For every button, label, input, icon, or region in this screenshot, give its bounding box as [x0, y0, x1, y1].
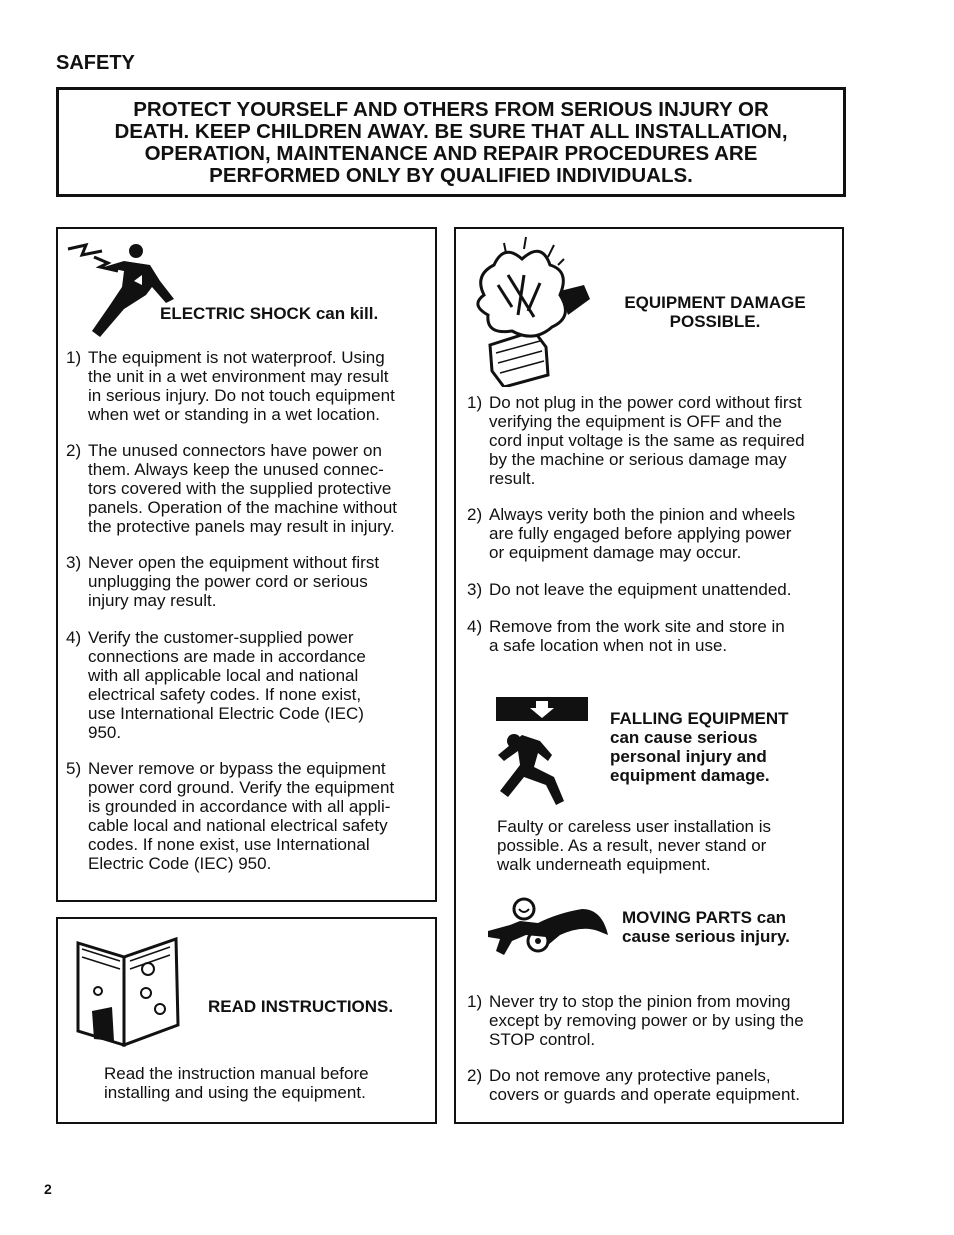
- title-line: EQUIPMENT DAMAGE: [624, 293, 806, 312]
- falling-equipment-title: [610, 709, 789, 785]
- list-item: [66, 441, 436, 536]
- item-line: Verify the customer-supplied power: [88, 628, 354, 647]
- title-line: FALLING EQUIPMENT: [610, 709, 789, 728]
- list-item: [66, 759, 436, 873]
- title-line: can cause serious: [610, 728, 758, 747]
- list-item: [467, 580, 843, 599]
- item-number: 1): [467, 992, 483, 1011]
- list-item: [467, 393, 843, 488]
- electric-shock-title: ELECTRIC SHOCK can kill.: [160, 304, 379, 323]
- item-number: 2): [467, 505, 483, 524]
- item-line: covers or guards and operate equipment.: [489, 1085, 800, 1104]
- title-line: POSSIBLE.: [669, 312, 761, 331]
- item-line: injury may result.: [88, 591, 217, 610]
- item-line: Remove from the work site and store in: [489, 617, 785, 636]
- item-line: power cord ground. Verify the equipment: [88, 778, 395, 797]
- text-line: Read the instruction manual before: [104, 1064, 369, 1083]
- item-line: 950.: [88, 723, 122, 742]
- banner-line: OPERATION, MAINTENANCE AND REPAIR PROCEDURES ARE: [144, 142, 758, 165]
- item-line: is grounded in accordance with all appli-: [88, 797, 391, 816]
- item-number: 3): [66, 553, 82, 572]
- item-line: with all applicable local and national: [88, 666, 359, 685]
- item-line: verifying the equipment is OFF and the: [489, 412, 782, 431]
- title-line: MOVING PARTS can: [622, 908, 787, 927]
- list-item: [66, 348, 436, 424]
- text-line: installing and using the equipment.: [104, 1083, 366, 1102]
- item-line: Never open the equipment without first: [88, 553, 380, 572]
- item-line: the unit in a wet environment may result: [88, 367, 389, 386]
- falling-equipment-text: [497, 817, 771, 874]
- title-line: equipment damage.: [610, 766, 770, 785]
- banner-line: PERFORMED ONLY BY QUALIFIED INDIVIDUALS.: [209, 164, 693, 187]
- banner-line: PROTECT YOURSELF AND OTHERS FROM SERIOUS INJURY OR: [133, 98, 769, 121]
- item-line: the protective panels may result in injury.: [88, 517, 395, 536]
- electric-shock-panel: [56, 227, 437, 902]
- warning-banner-text: [59, 99, 843, 187]
- item-line: panels. Operation of the machine without: [88, 498, 398, 517]
- list-item: [66, 628, 436, 742]
- equipment-damage-title: [610, 293, 820, 331]
- item-line: Electric Code (IEC) 950.: [88, 854, 272, 873]
- list-item: [467, 992, 843, 1049]
- equipment-damage-panel: [454, 227, 844, 1124]
- item-line: The unused connectors have power on: [88, 441, 382, 460]
- item-number: 2): [467, 1066, 483, 1085]
- list-item: [467, 1066, 843, 1104]
- item-line: Do not plug in the power cord without first: [489, 393, 802, 412]
- text-line: possible. As a result, never stand or: [497, 836, 767, 855]
- instruction-manual-icon: [72, 933, 184, 1049]
- title-line: personal injury and: [610, 747, 767, 766]
- item-line: by the machine or serious damage may: [489, 450, 787, 469]
- title-line: cause serious injury.: [622, 927, 790, 946]
- item-line: Always verity both the pinion and wheels: [489, 505, 796, 524]
- item-number: 1): [467, 393, 483, 412]
- item-line: or equipment damage may occur.: [489, 543, 742, 562]
- item-line: cable local and national electrical safety: [88, 816, 388, 835]
- item-line: Do not remove any protective panels,: [489, 1066, 771, 1085]
- item-line: cord input voltage is the same as required: [489, 431, 805, 450]
- falling-equipment-icon: [494, 695, 590, 807]
- item-line: Do not leave the equipment unattended.: [489, 580, 792, 599]
- equipment-damage-icon: [464, 235, 594, 387]
- item-number: 3): [467, 580, 483, 599]
- list-item: [467, 617, 843, 655]
- item-line: connections are made in accordance: [88, 647, 366, 666]
- section-heading: SAFETY: [56, 52, 135, 74]
- moving-parts-icon: [486, 895, 610, 965]
- list-item: [66, 553, 436, 610]
- item-line: Never remove or bypass the equipment: [88, 759, 386, 778]
- item-line: Never try to stop the pinion from moving: [489, 992, 791, 1011]
- item-line: use International Electric Code (IEC): [88, 704, 364, 723]
- item-line: in serious injury. Do not touch equipment: [88, 386, 395, 405]
- item-line: The equipment is not waterproof. Using: [88, 348, 385, 367]
- item-number: 1): [66, 348, 82, 367]
- read-instructions-title: READ INSTRUCTIONS.: [208, 997, 394, 1016]
- item-line: unplugging the power cord or serious: [88, 572, 368, 591]
- item-number: 4): [467, 617, 483, 636]
- item-line: except by removing power or by using the: [489, 1011, 804, 1030]
- item-line: STOP control.: [489, 1030, 596, 1049]
- warning-banner: [56, 87, 846, 197]
- list-item: [467, 505, 843, 562]
- item-line: them. Always keep the unused connec-: [88, 460, 384, 479]
- page-number: 2: [44, 1181, 52, 1197]
- item-line: electrical safety codes. If none exist,: [88, 685, 362, 704]
- read-instructions-text: [104, 1064, 369, 1102]
- banner-line: DEATH. KEEP CHILDREN AWAY. BE SURE THAT ALL INSTALLATION,: [114, 120, 788, 143]
- item-number: 2): [66, 441, 82, 460]
- item-line: result.: [489, 469, 536, 488]
- read-instructions-panel: [56, 917, 437, 1124]
- item-line: tors covered with the supplied protective: [88, 479, 392, 498]
- item-number: 4): [66, 628, 82, 647]
- item-line: are fully engaged before applying power: [489, 524, 792, 543]
- item-number: 5): [66, 759, 82, 778]
- item-line: a safe location when not in use.: [489, 636, 728, 655]
- item-line: codes. If none exist, use International: [88, 835, 370, 854]
- item-line: when wet or standing in a wet location.: [88, 405, 381, 424]
- text-line: Faulty or careless user installation is: [497, 817, 772, 836]
- moving-parts-title: [622, 908, 790, 946]
- text-line: walk underneath equipment.: [497, 855, 711, 874]
